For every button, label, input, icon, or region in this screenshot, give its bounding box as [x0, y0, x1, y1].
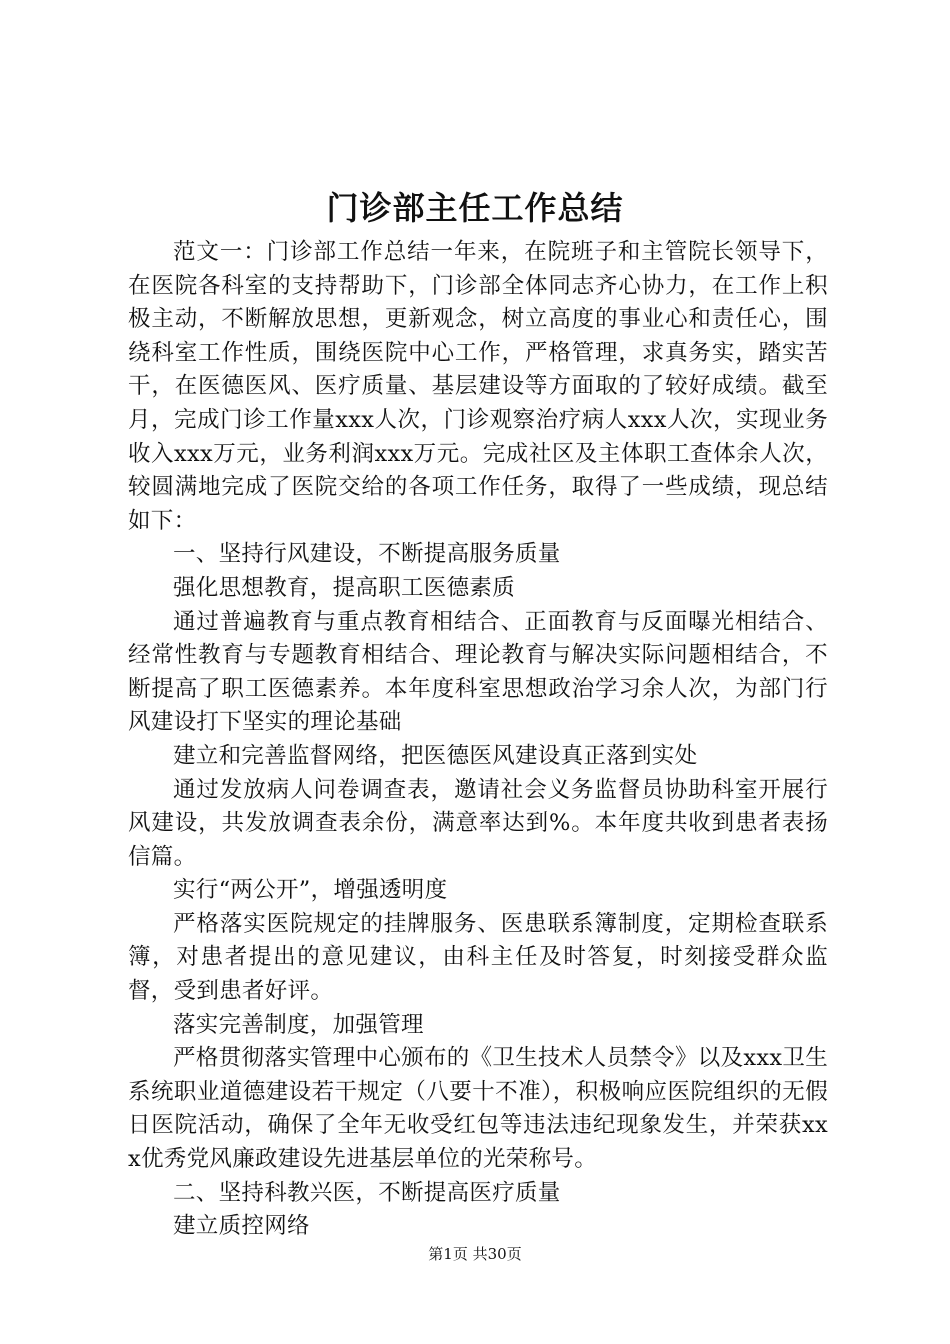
document-title: 门诊部主任工作总结	[326, 189, 624, 227]
subheading-quality-network: 建立质控网络	[173, 1213, 310, 1240]
page-number-footer: 第1页 共30页	[428, 1245, 522, 1263]
section-heading-2: 二、坚持科教兴医，不断提高医疗质量	[173, 1179, 561, 1206]
paragraph-transparency: 严格落实医院规定的挂牌服务、医患联系簿制度，定期检查联系簿，对患者提出的意见建议，由科主任及时答复，时刻接受群众监督，受到患者好评。	[128, 910, 828, 1005]
paragraph-supervision: 通过发放病人问卷调查表，邀请社会义务监督员协助科室开展行风建设，共发放调查表余份，满意率达到%。本年度共收到患者表扬信篇。	[128, 776, 828, 870]
subheading-education: 强化思想教育，提高职工医德素质	[173, 574, 516, 601]
subheading-supervision: 建立和完善监督网络，把医德医风建设真正落到实处	[173, 742, 698, 769]
section-heading-1: 一、坚持行风建设，不断提高服务质量	[173, 541, 561, 568]
paragraph-education: 通过普遍教育与重点教育相结合、正面教育与反面曝光相结合、经常性教育与专题教育相结合、理论教育与解决实际问题相结合，不断提高了职工医德素养。本年度科室思想政治学习余人次，为部门行风建设打下坚实的理论基础	[128, 608, 828, 736]
paragraph-intro: 范文一：门诊部工作总结一年来，在院班子和主管院长领导下，在医院各科室的支持帮助下，门诊部全体同志齐心协力，在工作上积极主动，不断解放思想，更新观念，树立高度的事业心和责任心，围绕科室工作性质，围绕医院中心工作，严格管理，求真务实，踏实苦干，在医德医风、医疗质量、基层建设等方面取的了较好成绩。截至月，完成门诊工作量xxx人次，门诊观察治疗病人xxx人次，实现业务收入xxx万元，业务利润xxx万元。完成社区及主体职工查体余人次，较圆满地完成了医院交给的各项工作任务，取得了一些成绩，现总结如下：	[128, 239, 828, 534]
paragraph-management: 严格贯彻落实管理中心颁布的《卫生技术人员禁令》以及xxx卫生系统职业道德建设若干规定（八要十不准），积极响应医院组织的无假日医院活动，确保了全年无收受红包等违法违纪现象发生，并荣获xxx优秀党风廉政建设先进基层单位的光荣称号。	[128, 1045, 828, 1173]
subheading-management: 落实完善制度，加强管理	[173, 1011, 424, 1038]
document-body	[128, 236, 828, 1244]
subheading-transparency: 实行“两公开”，增强透明度	[173, 877, 448, 904]
